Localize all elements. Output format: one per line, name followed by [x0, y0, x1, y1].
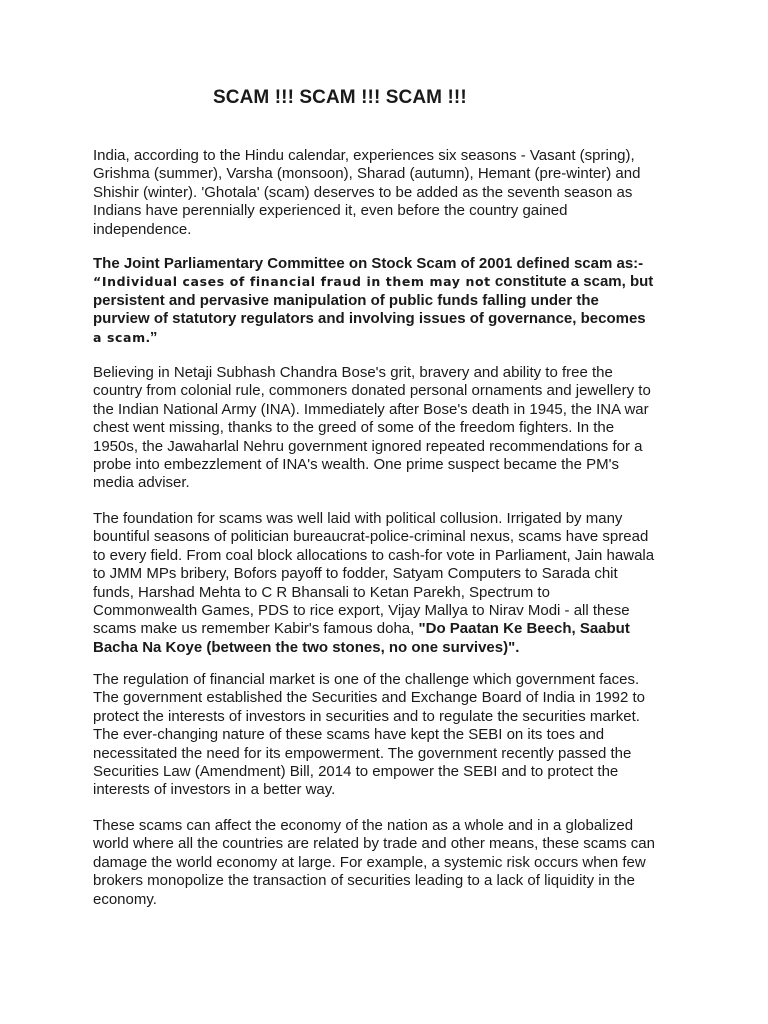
quote-fragment: may not	[429, 274, 491, 290]
text-line: media adviser.	[93, 474, 190, 492]
text-line: The ever-changing nature of these scams have kept the SEBI on its toes and	[93, 726, 605, 744]
quote-fragment: .”	[145, 328, 158, 346]
text-line: The regulation of financial market is one of the challenge which government faces.	[93, 671, 640, 688]
text-line: persistent and pervasive manipulation of public funds falling under the	[93, 291, 599, 309]
text-line: These scams can affect the economy of the nation as a whole and in a globalized	[93, 817, 634, 834]
text-line	[93, 620, 683, 638]
text-line: funds, Harshad Mehta to C R Bhansali to Ketan Parekh, Spectrum to	[93, 583, 550, 601]
text-line: Shishir (winter). 'Ghotala' (scam) deserves to be added as the seventh season as	[93, 183, 633, 201]
paragraph-seasons	[93, 147, 683, 239]
text-line: Grishma (summer), Varsha (monsoon), Sharad (autumn), Hemant (pre-winter) and	[93, 165, 641, 183]
quote-fragment: constitute a scam, but	[490, 273, 654, 291]
text-line: country from colonial rule, commoners donated personal ornaments and jewellery to	[93, 382, 651, 400]
text-line: brokers monopolize the transaction of securities leading to a lack of liquidity in the	[93, 872, 635, 890]
text-line: damage the world economy at large. For example, a systemic risk occurs when few	[93, 853, 646, 871]
text-line	[93, 273, 683, 291]
text-line: world where all the countries are related by trade and other means, these scams can	[93, 835, 655, 853]
paragraph-jpc-definition	[93, 255, 683, 347]
text-line: economy.	[93, 890, 157, 908]
doha-quote: "Do Paatan Ke Beech, Saabut	[418, 620, 630, 638]
page-title: SCAM !!! SCAM !!! SCAM !!!	[213, 87, 467, 108]
text-line: the Indian National Army (INA). Immediately after Bose's death in 1945, the INA war	[93, 400, 649, 418]
quote-fragment: a scam	[93, 329, 146, 345]
text-line: protect the interests of investors in securities and to regulate the securities market.	[93, 707, 640, 725]
text-line: independence.	[93, 220, 192, 238]
text-line: Indians have perennially experienced it, even before the country gained	[93, 202, 568, 220]
text-fragment: scams make us remember Kabir's famous doha,	[93, 620, 419, 638]
text-line: India, according to the Hindu calendar, experiences six seasons - Vasant (spring),	[93, 147, 635, 164]
text-line: to every field. From coal block allocations to cash-for vote in Parliament, Jain hawala	[93, 546, 655, 564]
text-line: to JMM MPs bribery, Bofors payoff to fodder, Satyam Computers to Sarada chit	[93, 565, 618, 583]
text-line: Securities Law (Amendment) Bill, 2014 to empower the SEBI and to protect the	[93, 763, 619, 781]
text-line: The Joint Parliamentary Committee on Stock Scam of 2001 defined scam as:-	[93, 255, 644, 272]
text-line: Believing in Netaji Subhash Chandra Bose's grit, bravery and ability to free the	[93, 364, 613, 381]
doha-quote: Bacha Na Koye (between the two stones, no one survives)".	[93, 638, 520, 656]
text-line: interests of investors in a better way.	[93, 781, 336, 799]
text-line: bountiful seasons of politician bureaucrat-police-criminal nexus, scams have spread	[93, 528, 649, 546]
text-line: The government established the Securities and Exchange Board of India in 1992 to	[93, 689, 646, 707]
paragraph-sebi	[93, 671, 683, 800]
text-line: purview of statutory regulators and involving issues of governance, becomes	[93, 310, 646, 328]
paragraph-ina	[93, 364, 683, 493]
text-line: Commonwealth Games, PDS to rice export, Vijay Mallya to Nirav Modi - all these	[93, 602, 630, 620]
text-line: probe into embezzlement of INA's wealth. One prime suspect became the PM's	[93, 456, 619, 474]
text-line: necessitated the need for its empowerment. The government recently passed the	[93, 744, 632, 762]
text-line: 1950s, the Jawaharlal Nehru government ignored repeated recommendations for a	[93, 437, 643, 455]
quote-fragment: “Individual cases of financial fraud in them	[93, 274, 430, 290]
text-line	[93, 329, 683, 347]
paragraph-scam-list	[93, 510, 683, 657]
text-line: The foundation for scams was well laid with political collusion. Irrigated by many	[93, 510, 623, 527]
paragraph-economy	[93, 817, 683, 909]
text-line: chest went missing, thanks to the greed of some of the freedom fighters. In the	[93, 419, 615, 437]
